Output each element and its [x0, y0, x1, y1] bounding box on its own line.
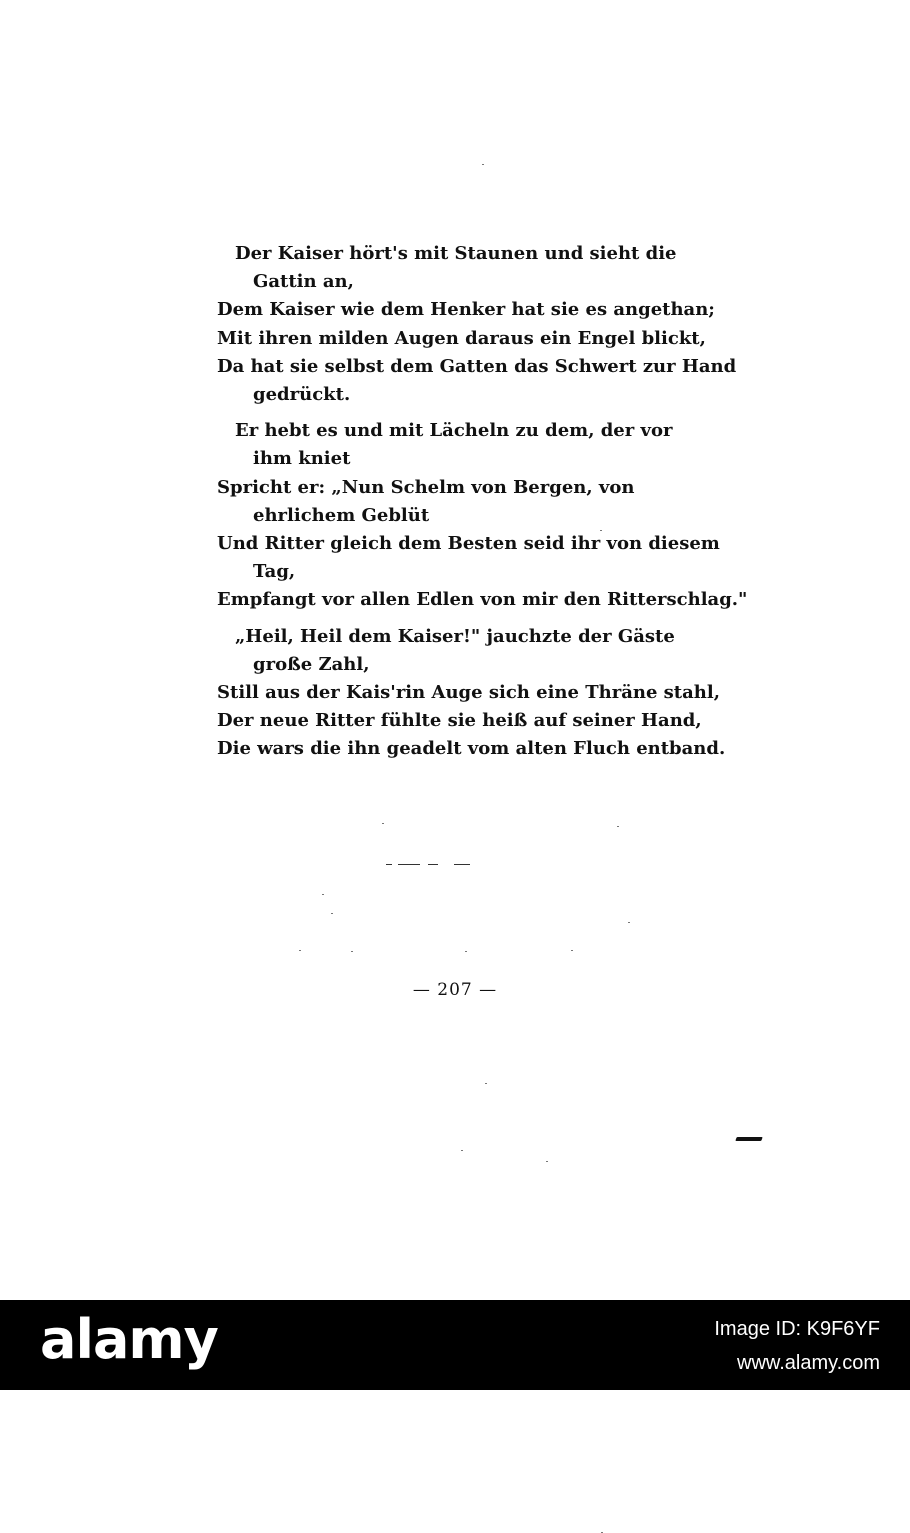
print-speck [485, 1083, 487, 1084]
stanza-3 [217, 623, 726, 764]
verse-line: Mit ihren milden Augen daraus ein Engel blickt, [217, 327, 706, 349]
print-speck [322, 894, 324, 895]
ornament-dash [454, 864, 470, 865]
verse-line: Tag, [253, 561, 296, 583]
verse-line: Gattin an, [253, 271, 354, 293]
print-speck [546, 1161, 548, 1162]
verse-line: Da hat sie selbst dem Gatten das Schwert zur Hand [217, 355, 737, 377]
verse-line: Und Ritter gleich dem Besten seid ihr von diesem [217, 533, 720, 555]
verse-line: Der Kaiser hört's mit Staunen und sieht die [235, 243, 677, 264]
print-speck [382, 823, 384, 824]
print-speck [465, 951, 467, 952]
edge-ink-mark [735, 1137, 762, 1141]
verse-line: „Heil, Heil dem Kaiser!" jauchzte der Gäste [235, 625, 675, 647]
stanza-1 [217, 240, 737, 409]
print-speck [351, 951, 353, 952]
verse-line: Der neue Ritter fühlte sie heiß auf seiner Hand, [217, 710, 702, 732]
print-speck [600, 530, 602, 531]
page-number: — 207 — [412, 980, 498, 1000]
ornament-dash [398, 864, 420, 865]
stock-image-id: Image ID: K9F6YF [714, 1318, 880, 1340]
print-speck [628, 922, 630, 923]
print-speck [299, 950, 301, 951]
ornament-dash [428, 864, 438, 865]
stock-url: www.alamy.com [737, 1352, 880, 1374]
verse-line: Still aus der Kais'rin Auge sich eine Thräne stahl, [217, 682, 720, 704]
verse-line: Empfangt vor allen Edlen von mir den Ritterschlag." [217, 589, 748, 611]
stanza-2 [217, 417, 748, 614]
verse-line: ehrlichem Geblüt [253, 504, 430, 526]
watermark-footer [0, 1300, 910, 1390]
print-speck [331, 913, 333, 914]
verse-line: Die wars die ihn geadelt vom alten Fluch entband. [217, 738, 726, 760]
print-speck [617, 826, 619, 827]
verse-line: Er hebt es und mit Lächeln zu dem, der vor [235, 420, 673, 442]
poem-text [217, 240, 748, 772]
verse-line: große Zahl, [253, 653, 370, 675]
ornament-dash [386, 864, 392, 865]
verse-line: gedrückt. [253, 384, 351, 406]
print-speck [482, 164, 484, 165]
brand-logo: alamy [40, 1308, 218, 1371]
verse-line: Spricht er: „Nun Schelm von Bergen, von [217, 476, 635, 498]
print-speck [571, 950, 573, 951]
print-speck [461, 1150, 463, 1151]
verse-line: ihm kniet [253, 448, 351, 470]
verse-line: Dem Kaiser wie dem Henker hat sie es angethan; [217, 299, 715, 321]
